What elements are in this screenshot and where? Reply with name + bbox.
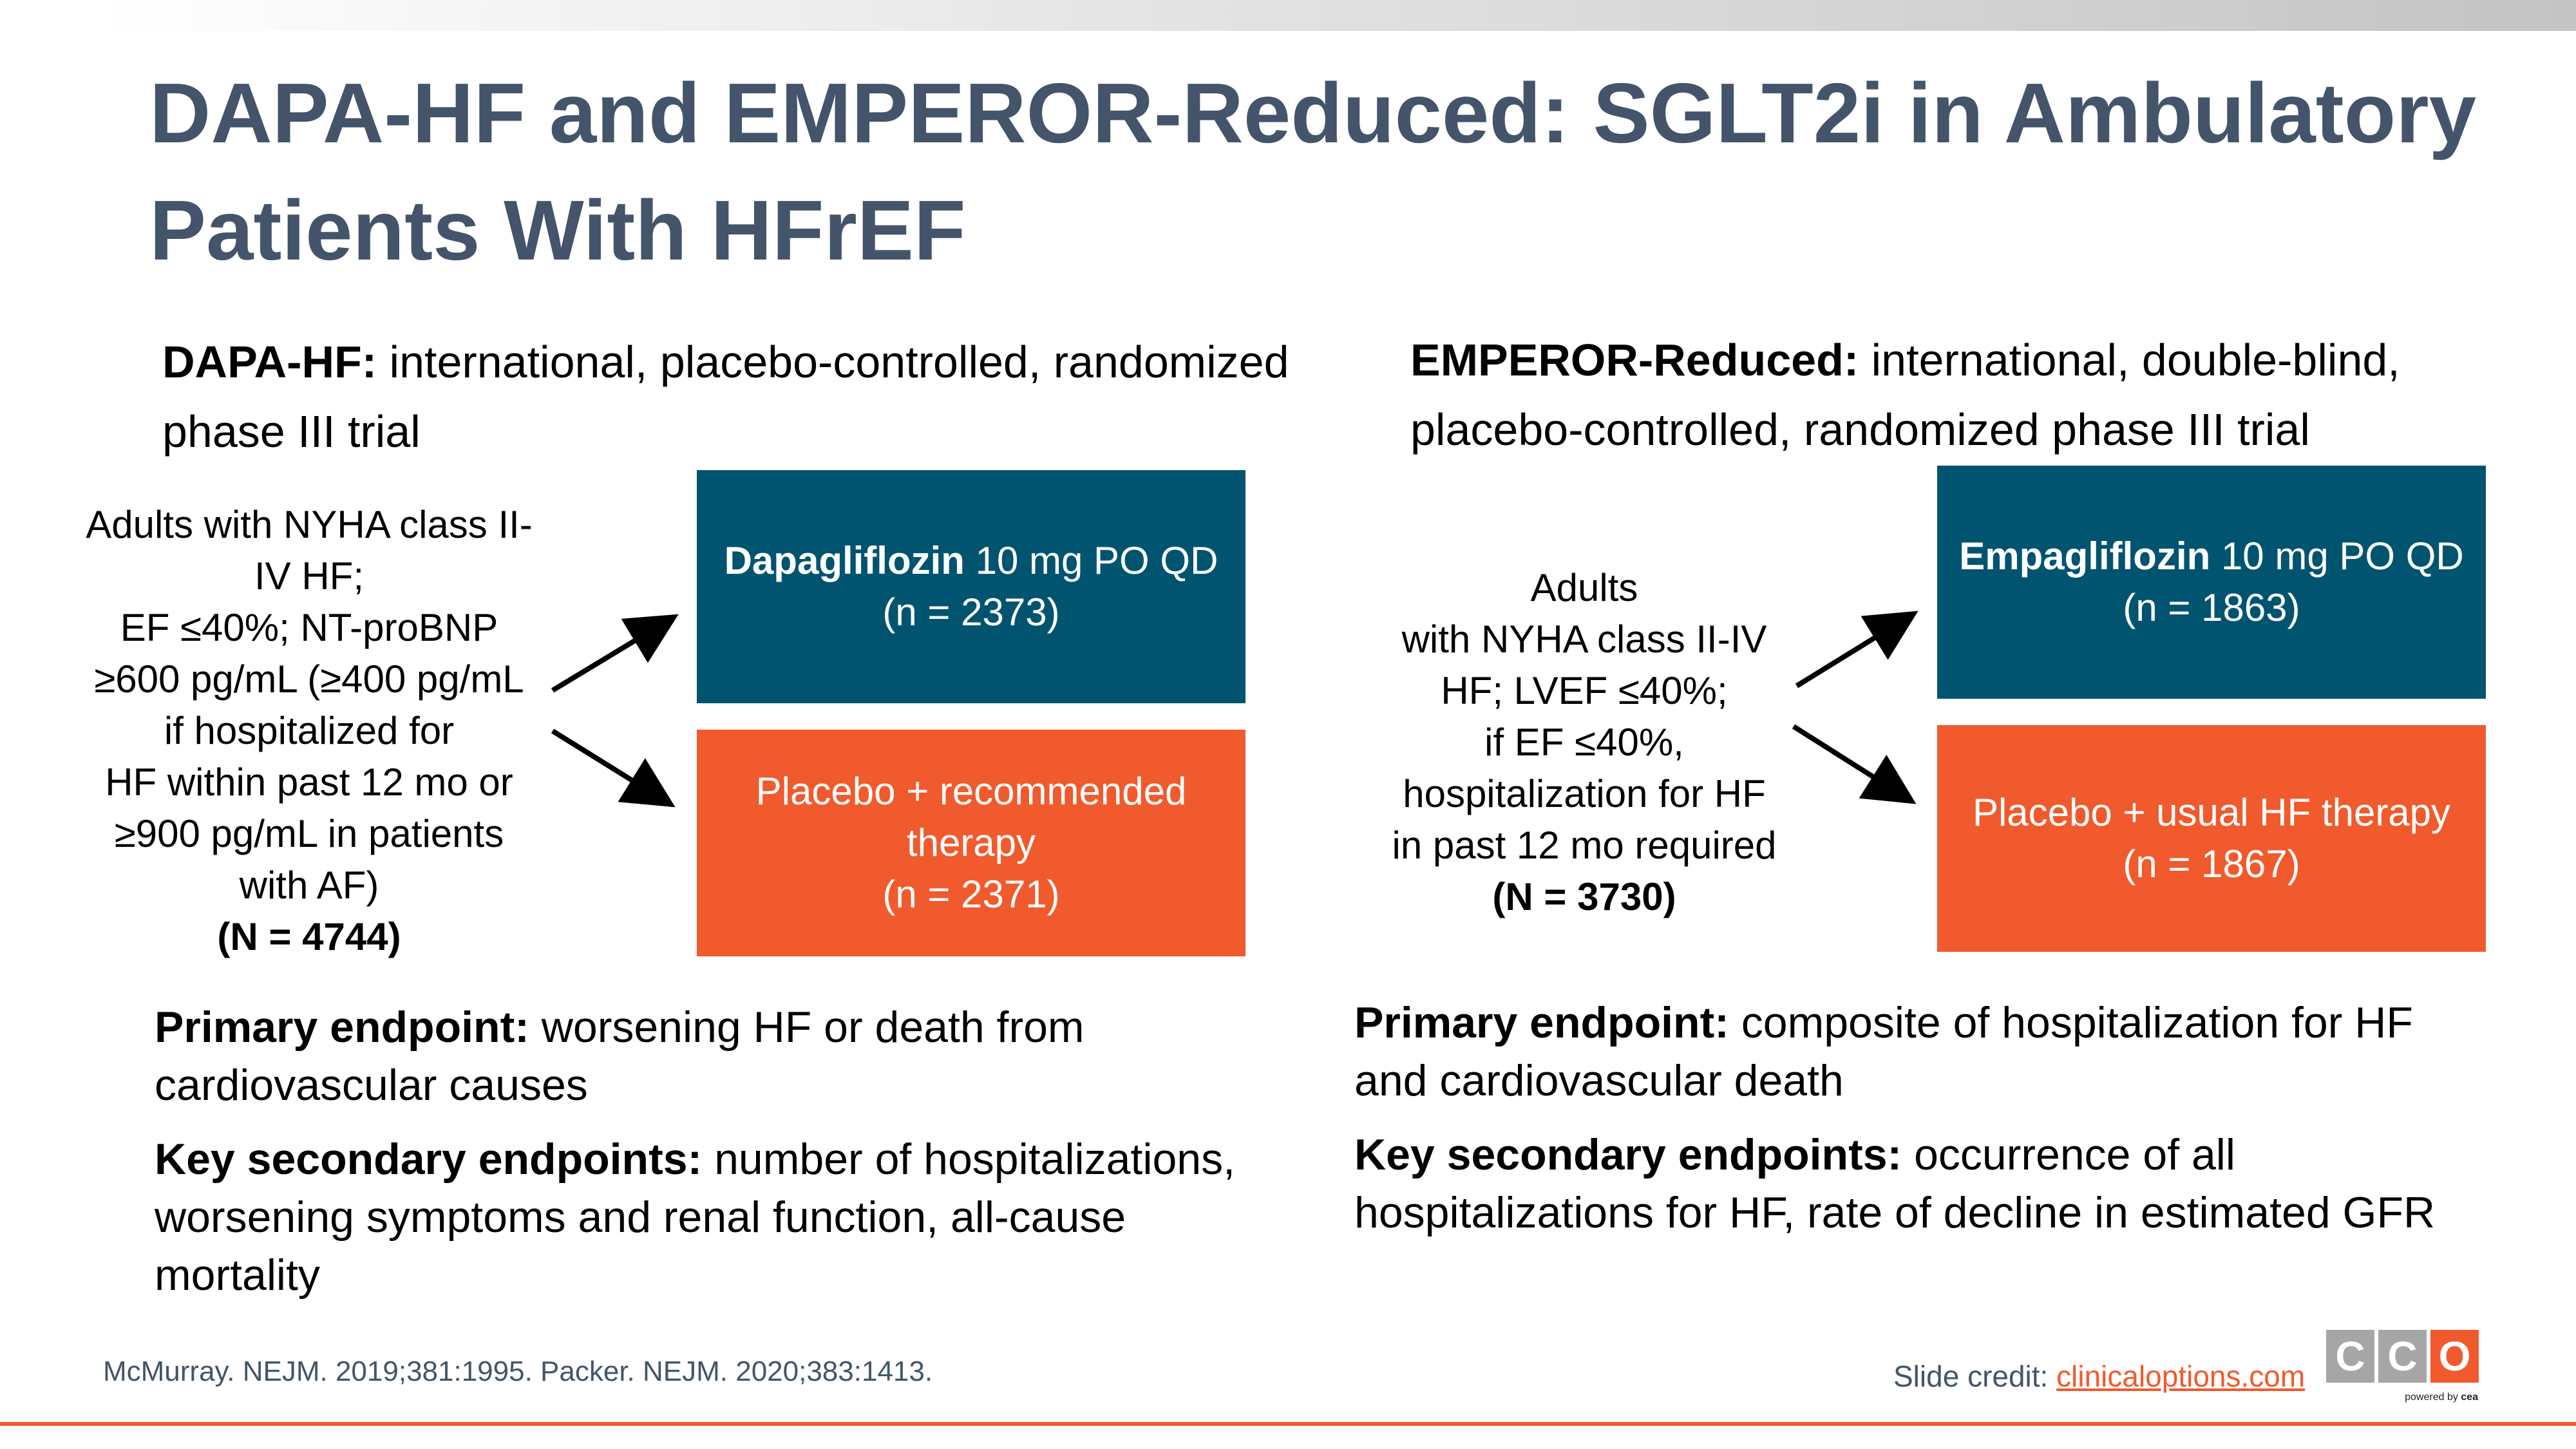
placebo-arm-line: Placebo + usual HF therapy [1972,791,2451,834]
dapa-drug-dose: 10 mg PO QD [975,539,1218,582]
criteria-line: ≥900 pg/mL in patients [114,812,504,855]
primary-endpoint-label: Primary endpoint: [155,1003,529,1052]
empa-drug-dose: 10 mg PO QD [2221,535,2464,578]
criteria-line: EF ≤40%; NT-proBNP [120,606,498,649]
dapa-trial-desc-text: international, placebo-controlled, randomized phase III trial [162,337,1289,457]
slide-title: DAPA-HF and EMPEROR-Reduced: SGLT2i in Ambulatory Patients With HFrEF [149,66,2477,278]
empa-drug-n: (n = 1863) [2123,586,2300,629]
slide-credit-label: Slide credit: [1893,1359,2049,1393]
criteria-line: if EF ≤40%, [1484,721,1684,764]
placebo-arm-line: Placebo + recommended [755,770,1187,813]
secondary-endpoints-label: Key secondary endpoints: [155,1135,703,1184]
logo-letter: C [2378,1330,2427,1383]
dapa-arrow-up [553,620,670,690]
dapa-trial-name: DAPA-HF: [162,337,377,387]
criteria-line: if hospitalized for [164,709,455,752]
references: McMurray. NEJM. 2019;381:1995. Packer. NEJM. 2020;383:1413. [103,1356,933,1387]
criteria-line: HF; LVEF ≤40%; [1441,669,1728,712]
dapa-arrow-down [553,731,667,802]
placebo-arm-line: (n = 2371) [882,873,1060,916]
secondary-endpoints-label: Key secondary endpoints: [1354,1130,1902,1179]
criteria-line: HF within past 12 mo or [105,761,513,804]
secondary-endpoints-text: occurrence of all hospitalizations for HF, rate of decline in estimated GFR [1354,1130,2436,1237]
logo-tagline-pre: powered by [2405,1392,2458,1403]
dapa-total-n: (N = 4744) [217,915,401,958]
dapa-secondary-endpoints [155,1130,1288,1304]
criteria-line: Adults with NYHA class II- [86,503,533,546]
emperor-arrow-up [1797,616,1909,686]
emperor-arrow-down [1794,726,1908,799]
placebo-arm-line: therapy [906,821,1036,864]
logo-letter: O [2430,1330,2479,1383]
dapa-drug-n: (n = 2373) [882,591,1060,634]
footer-accent-line [0,1422,2576,1426]
primary-endpoint-text: worsening HF or death from cardiovascular causes [155,1003,1084,1110]
emperor-trial-desc-text: international, double-blind, placebo-controlled, randomized phase III trial [1410,335,2400,455]
emperor-trial-name: EMPEROR-Reduced: [1410,335,1859,385]
dapa-primary-endpoint [155,998,1282,1114]
logo-tagline-brand: cea [2461,1392,2478,1403]
criteria-line: with NYHA class II-IV [1401,618,1767,661]
secondary-endpoints-text: number of hospitalizations, worsening symptoms and renal function, all-cause mortality [155,1135,1236,1300]
criteria-line: with AF) [239,864,379,907]
emperor-total-n: (N = 3730) [1492,875,1676,918]
primary-endpoint-label: Primary endpoint: [1354,998,1729,1047]
logo-letter: C [2326,1330,2374,1383]
criteria-line: in past 12 mo required [1392,824,1777,867]
placebo-arm-line: (n = 1867) [2123,842,2300,886]
dapa-drug-name: Dapagliflozin [724,539,965,582]
clinicaloptions-link[interactable]: clinicaloptions.com [2056,1359,2306,1393]
emperor-secondary-endpoints [1354,1126,2488,1242]
criteria-line: hospitalization for HF [1403,772,1766,815]
emperor-primary-endpoint [1354,994,2462,1110]
criteria-line: Adults [1530,566,1638,609]
logo-tagline [2326,1392,2481,1403]
criteria-line: IV HF; [254,554,364,598]
criteria-line: ≥600 pg/mL (≥400 pg/mL [94,658,524,701]
slide-credit [1893,1359,2305,1394]
primary-endpoint-text: composite of hospitalization for HF and cardiovascular death [1354,998,2413,1105]
empa-drug-name: Empagliflozin [1959,535,2211,578]
cco-logo [2326,1330,2481,1417]
